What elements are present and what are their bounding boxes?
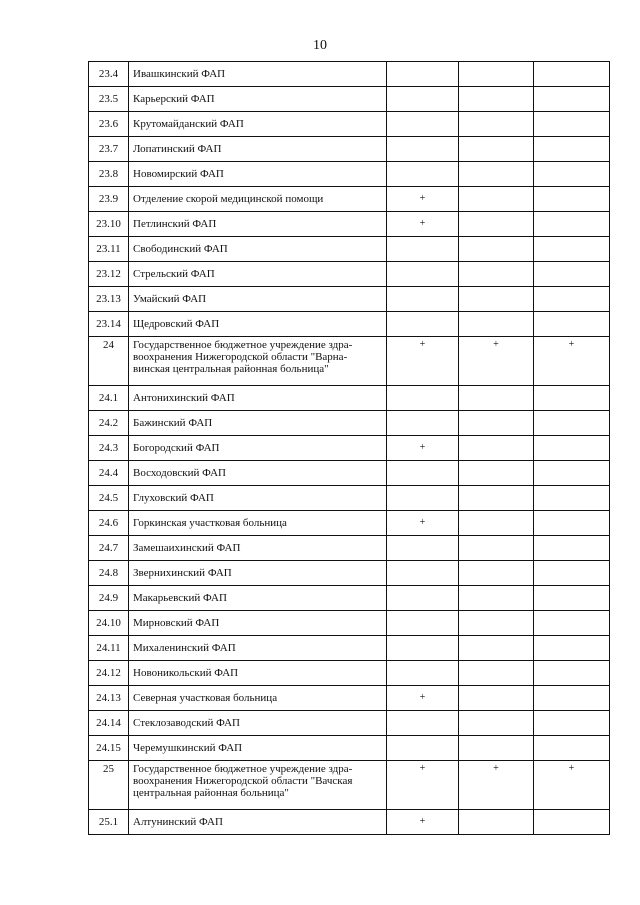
facility-name-cell: Михаленинский ФАП [129, 636, 387, 661]
mark-cell-col1 [387, 62, 459, 87]
row-number-cell: 24.6 [89, 511, 129, 536]
row-number-cell: 23.14 [89, 312, 129, 337]
page-number: 10 [313, 38, 327, 53]
row-number-cell: 23.10 [89, 212, 129, 237]
mark-cell-col2 [459, 237, 534, 262]
facility-name-cell: Антонихинский ФАП [129, 386, 387, 411]
mark-cell-col1 [387, 736, 459, 761]
facility-name-cell: Богородский ФАП [129, 436, 387, 461]
table-row [89, 586, 610, 611]
mark-cell-col1 [387, 312, 459, 337]
mark-cell-col1 [387, 137, 459, 162]
mark-cell-col2 [459, 711, 534, 736]
facility-name-cell: Стеклозаводский ФАП [129, 711, 387, 736]
facility-name-cell: Карьерский ФАП [129, 87, 387, 112]
mark-cell-col3: + [534, 761, 610, 810]
table-row [89, 411, 610, 436]
mark-cell-col1 [387, 112, 459, 137]
table-row [89, 62, 610, 87]
table-body [89, 62, 610, 835]
mark-cell-col2 [459, 636, 534, 661]
table-row [89, 162, 610, 187]
mark-cell-col2 [459, 561, 534, 586]
row-number-cell: 24.15 [89, 736, 129, 761]
mark-cell-col1 [387, 262, 459, 287]
facility-name-cell: Умайский ФАП [129, 287, 387, 312]
mark-cell-col1: + [387, 686, 459, 711]
mark-cell-col3 [534, 262, 610, 287]
mark-cell-col2 [459, 112, 534, 137]
mark-cell-col2 [459, 511, 534, 536]
facility-name-cell: Мирновский ФАП [129, 611, 387, 636]
mark-cell-col2: + [459, 337, 534, 386]
mark-cell-col1 [387, 536, 459, 561]
mark-cell-col2 [459, 810, 534, 835]
table-row [89, 636, 610, 661]
mark-cell-col3 [534, 87, 610, 112]
mark-cell-col1 [387, 461, 459, 486]
row-number-cell: 24.11 [89, 636, 129, 661]
facility-name-cell: Звернихинский ФАП [129, 561, 387, 586]
mark-cell-col2 [459, 187, 534, 212]
facility-name-cell: Черемушкинский ФАП [129, 736, 387, 761]
mark-cell-col3 [534, 237, 610, 262]
mark-cell-col3 [534, 511, 610, 536]
facility-name-cell: Бажинский ФАП [129, 411, 387, 436]
facility-name-cell: Государственное бюджетное учреждение здра-воохранения Нижегородской области "Варна-винская центральная районная больница" [129, 337, 387, 386]
mark-cell-col1: + [387, 436, 459, 461]
mark-cell-col3 [534, 486, 610, 511]
mark-cell-col2 [459, 586, 534, 611]
mark-cell-col1 [387, 611, 459, 636]
mark-cell-col1 [387, 411, 459, 436]
row-number-cell: 23.5 [89, 87, 129, 112]
facility-name-cell: Свободинский ФАП [129, 237, 387, 262]
mark-cell-col3 [534, 212, 610, 237]
mark-cell-col1 [387, 561, 459, 586]
table-row [89, 87, 610, 112]
table-row [89, 137, 610, 162]
mark-cell-col2 [459, 62, 534, 87]
facility-name-cell: Новоникольский ФАП [129, 661, 387, 686]
table-row [89, 262, 610, 287]
mark-cell-col1 [387, 586, 459, 611]
table-row [89, 561, 610, 586]
mark-cell-col1 [387, 87, 459, 112]
mark-cell-col2 [459, 686, 534, 711]
mark-cell-col3 [534, 112, 610, 137]
table-row [89, 237, 610, 262]
row-number-cell: 23.11 [89, 237, 129, 262]
row-number-cell: 23.7 [89, 137, 129, 162]
mark-cell-col3 [534, 636, 610, 661]
mark-cell-col1 [387, 711, 459, 736]
row-number-cell: 24.3 [89, 436, 129, 461]
mark-cell-col1: + [387, 337, 459, 386]
mark-cell-col3 [534, 536, 610, 561]
row-number-cell: 23.13 [89, 287, 129, 312]
facility-name-cell: Новомирский ФАП [129, 162, 387, 187]
mark-cell-col2 [459, 486, 534, 511]
mark-cell-col1: + [387, 810, 459, 835]
table-row [89, 761, 610, 810]
mark-cell-col2 [459, 386, 534, 411]
mark-cell-col2 [459, 312, 534, 337]
row-number-cell: 24.5 [89, 486, 129, 511]
facility-name-cell: Северная участковая больница [129, 686, 387, 711]
table-row [89, 711, 610, 736]
mark-cell-col3 [534, 686, 610, 711]
row-number-cell: 24.10 [89, 611, 129, 636]
facilities-table [88, 61, 610, 835]
table-row [89, 112, 610, 137]
mark-cell-col2 [459, 436, 534, 461]
table-row [89, 736, 610, 761]
row-number-cell: 24.7 [89, 536, 129, 561]
facility-name-cell: Макарьевский ФАП [129, 586, 387, 611]
mark-cell-col2 [459, 661, 534, 686]
mark-cell-col3 [534, 561, 610, 586]
mark-cell-col1 [387, 661, 459, 686]
mark-cell-col3: + [534, 337, 610, 386]
mark-cell-col2 [459, 411, 534, 436]
row-number-cell: 24.2 [89, 411, 129, 436]
table-row [89, 187, 610, 212]
mark-cell-col2 [459, 212, 534, 237]
mark-cell-col2 [459, 611, 534, 636]
table-row [89, 810, 610, 835]
table-row [89, 486, 610, 511]
facility-name-cell: Стрельский ФАП [129, 262, 387, 287]
row-number-cell: 24.8 [89, 561, 129, 586]
mark-cell-col2 [459, 137, 534, 162]
table-row [89, 536, 610, 561]
table-row [89, 686, 610, 711]
mark-cell-col3 [534, 411, 610, 436]
row-number-cell: 24.9 [89, 586, 129, 611]
mark-cell-col3 [534, 287, 610, 312]
table-row [89, 312, 610, 337]
row-number-cell: 23.9 [89, 187, 129, 212]
facility-name-cell: Восходовский ФАП [129, 461, 387, 486]
facility-name-cell: Горкинская участковая больница [129, 511, 387, 536]
table-row [89, 212, 610, 237]
mark-cell-col1 [387, 237, 459, 262]
facility-name-cell: Щедровский ФАП [129, 312, 387, 337]
row-number-cell: 23.8 [89, 162, 129, 187]
table-row [89, 461, 610, 486]
facility-name-cell: Отделение скорой медицинской помощи [129, 187, 387, 212]
mark-cell-col2 [459, 262, 534, 287]
mark-cell-col3 [534, 810, 610, 835]
mark-cell-col1: + [387, 212, 459, 237]
mark-cell-col3 [534, 711, 610, 736]
facility-name-cell: Лопатинский ФАП [129, 137, 387, 162]
mark-cell-col3 [534, 312, 610, 337]
mark-cell-col3 [534, 661, 610, 686]
mark-cell-col2 [459, 162, 534, 187]
facility-name-cell: Ивашкинский ФАП [129, 62, 387, 87]
mark-cell-col1 [387, 636, 459, 661]
mark-cell-col3 [534, 736, 610, 761]
row-number-cell: 24.14 [89, 711, 129, 736]
mark-cell-col1 [387, 386, 459, 411]
facility-name-cell: Государственное бюджетное учреждение здра-воохранения Нижегородской области "Вачская центральная районная больница" [129, 761, 387, 810]
mark-cell-col2 [459, 87, 534, 112]
table-row [89, 661, 610, 686]
row-number-cell: 24.13 [89, 686, 129, 711]
row-number-cell: 23.4 [89, 62, 129, 87]
mark-cell-col2 [459, 536, 534, 561]
mark-cell-col3 [534, 461, 610, 486]
mark-cell-col3 [534, 436, 610, 461]
table-row [89, 436, 610, 461]
facility-name-cell: Глуховский ФАП [129, 486, 387, 511]
table-row [89, 511, 610, 536]
table-row [89, 337, 610, 386]
mark-cell-col3 [534, 162, 610, 187]
row-number-cell: 23.6 [89, 112, 129, 137]
row-number-cell: 24.4 [89, 461, 129, 486]
mark-cell-col1: + [387, 187, 459, 212]
row-number-cell: 23.12 [89, 262, 129, 287]
table-row [89, 611, 610, 636]
row-number-cell: 24.12 [89, 661, 129, 686]
mark-cell-col3 [534, 62, 610, 87]
facility-name-cell: Петлинский ФАП [129, 212, 387, 237]
mark-cell-col3 [534, 386, 610, 411]
mark-cell-col1: + [387, 761, 459, 810]
mark-cell-col3 [534, 137, 610, 162]
mark-cell-col2 [459, 736, 534, 761]
table-row [89, 386, 610, 411]
facility-name-cell: Алтунинский ФАП [129, 810, 387, 835]
row-number-cell: 25.1 [89, 810, 129, 835]
row-number-cell: 24.1 [89, 386, 129, 411]
facility-name-cell: Крутомайданский ФАП [129, 112, 387, 137]
mark-cell-col2 [459, 461, 534, 486]
facility-name-cell: Замешаихинский ФАП [129, 536, 387, 561]
mark-cell-col2 [459, 287, 534, 312]
row-number-cell: 25 [89, 761, 129, 810]
mark-cell-col1 [387, 486, 459, 511]
mark-cell-col3 [534, 611, 610, 636]
mark-cell-col3 [534, 586, 610, 611]
mark-cell-col3 [534, 187, 610, 212]
mark-cell-col1 [387, 162, 459, 187]
mark-cell-col1: + [387, 511, 459, 536]
mark-cell-col2: + [459, 761, 534, 810]
table-row [89, 287, 610, 312]
mark-cell-col1 [387, 287, 459, 312]
row-number-cell: 24 [89, 337, 129, 386]
